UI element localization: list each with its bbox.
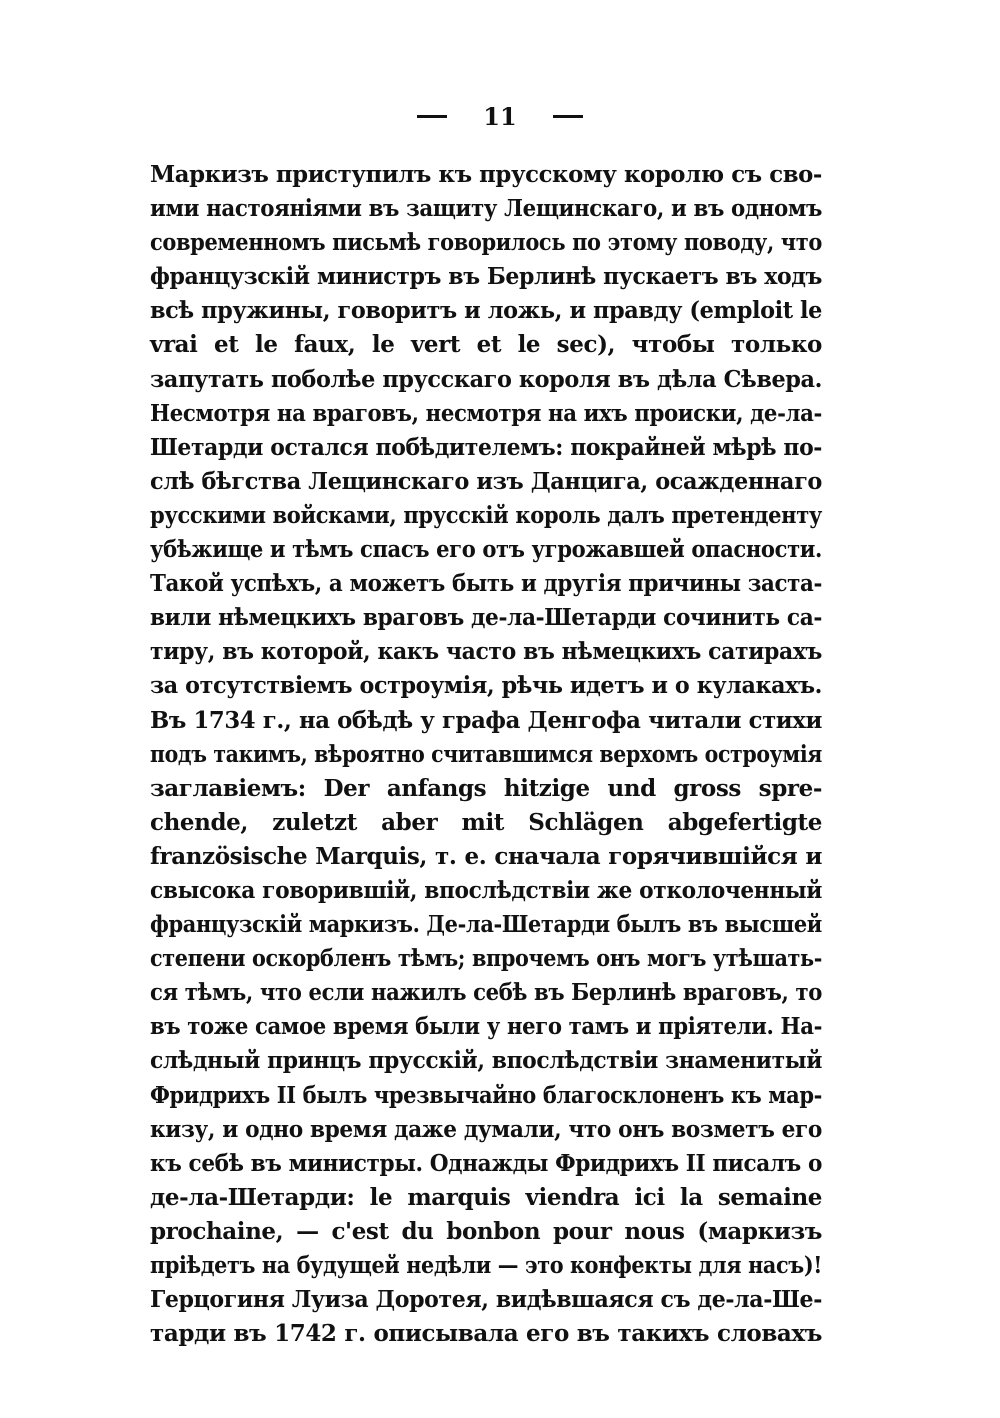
text-line: кизу, и одно время даже думали, что онъ возметъ его: [150, 1115, 823, 1143]
text-line: французскій министръ въ Берлинѣ пускаетъ въ ходъ: [150, 263, 823, 291]
text-line: за отсутствіемъ остроумія, рѣчь идетъ и о кулакахъ.: [150, 672, 822, 700]
text-line: вили нѣмецкихъ враговъ де-ла-Шетарди сочинить са-: [150, 604, 823, 632]
text-line: убѣжище и тѣмъ спасъ его отъ угрожавшей опасности.: [150, 536, 823, 564]
text-line: къ себѣ въ министры. Однажды Фридрихъ II писалъ о: [150, 1149, 823, 1177]
text-line: слѣдный принцъ прусскій, впослѣдствіи знаменитый: [150, 1047, 823, 1075]
text-line: запутать поболѣе прусскаго короля въ дѣла Сѣвера.: [150, 365, 823, 393]
text-line: въ тоже самое время были у него тамъ и пріятели. На-: [150, 1013, 823, 1041]
text-line: Шетарди остался побѣдителемъ: покрайней мѣрѣ по-: [150, 433, 823, 461]
text-line: свысока говорившій, впослѣдствіи же отколоченный: [150, 876, 823, 904]
text-line: Фридрихъ II былъ чрезвычайно благосклоненъ къ мар-: [150, 1081, 822, 1109]
page-number: 11: [483, 101, 517, 131]
text-line: подъ такимъ, вѣроятно считавшимся верхомъ остроумія: [150, 740, 823, 768]
text-line: заглавіемъ: Der anfangs hitzige und gross spre-: [150, 774, 822, 802]
text-line: französische Marquis, т. е. сначала горячившійся и: [150, 842, 822, 870]
text-line: тарди въ 1742 г. описывала его въ такихъ словахъ: [150, 1320, 822, 1348]
text-line: chende, zuletzt aber mit Schlägen abgefertigte: [150, 808, 822, 836]
text-line: ими настояніями въ защиту Лещинскаго, и въ одномъ: [150, 195, 823, 223]
header-dash-right: [553, 115, 583, 118]
text-line: Въ 1734 г., на обѣдѣ у графа Денгофа читали стихи: [150, 706, 822, 734]
text-line: Такой успѣхъ, а можетъ быть и другія причины заста-: [150, 570, 822, 598]
text-line: современномъ письмѣ говорилось по этому поводу, что: [150, 229, 822, 257]
header-dash-left: [417, 115, 447, 118]
text-line: Герцогиня Луиза Доротея, видѣвшаяся съ де-ла-Ше-: [150, 1286, 822, 1314]
text-line: французскій маркизъ. Де-ла-Шетарди былъ въ высшей: [150, 911, 822, 939]
text-line: prochaine, — c'est du bonbon pour nous (маркизъ: [150, 1217, 822, 1245]
text-line: ся тѣмъ, что если нажилъ себѣ въ Берлинѣ враговъ, то: [150, 979, 823, 1007]
text-line: Маркизъ приступилъ къ прусскому королю съ сво-: [150, 161, 822, 188]
page-header: [0, 96, 1000, 136]
body-text: [150, 158, 822, 1351]
text-line: степени оскорбленъ тѣмъ; впрочемъ онъ могъ утѣшать-: [150, 945, 823, 973]
text-line: тиру, въ которой, какъ часто въ нѣмецкихъ сатирахъ: [150, 638, 822, 666]
text-line: всѣ пружины, говоритъ и ложь, и правду (emploit le: [150, 297, 823, 325]
text-line: русскими войсками, прусскій король далъ претенденту: [150, 501, 822, 529]
text-line: пріѣдетъ на будущей недѣли — это конфекты для насъ)!: [150, 1252, 823, 1279]
text-line: де-ла-Шетарди: le marquis viendra ici la semaine: [150, 1183, 822, 1211]
text-line: vrai et le faux, le vert et le sec), чтобы только: [150, 331, 822, 359]
text-line: Несмотря на враговъ, несмотря на ихъ происки, де-ла-: [150, 399, 822, 427]
text-line: слѣ бѣгства Лещинскаго изъ Данцига, осажденнаго: [150, 467, 822, 495]
